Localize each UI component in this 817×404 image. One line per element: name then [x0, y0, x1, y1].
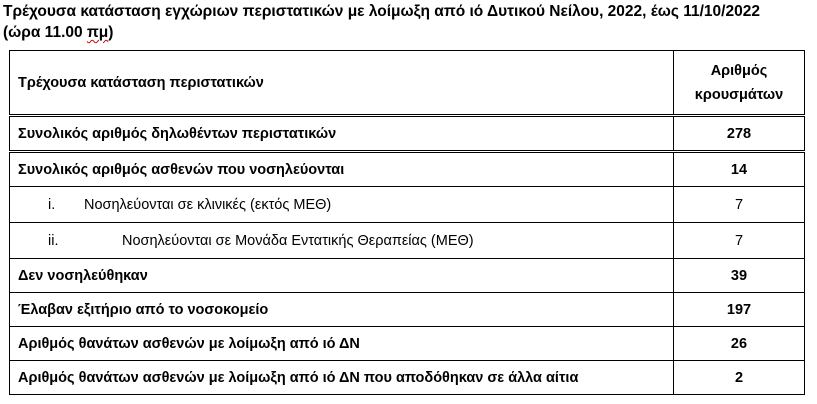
- table-row-deaths-other-causes: [10, 361, 805, 395]
- title-line-1: Τρέχουσα κατάσταση εγχώριων περιστατικών με λοίμωξη από ιό Δυτικού Νείλου, 2022, έως 11/10/2022: [3, 3, 760, 20]
- table-row-total-reported: [10, 116, 805, 152]
- row-label: Αριθμός θανάτων ασθενών με λοίμωξη από ιό ΔΝ: [10, 327, 674, 361]
- header-count-label: [674, 51, 805, 116]
- header-count-line-2: κρουσμάτων: [694, 86, 784, 103]
- document-title: [3, 1, 815, 43]
- table-row-not-hospitalized: [10, 259, 805, 293]
- row-value: 7: [674, 223, 805, 259]
- table-row-icu: [10, 223, 805, 259]
- table-row-clinics: [10, 187, 805, 223]
- header-count-line-1: Αριθμός: [710, 62, 768, 79]
- table-row-discharged: [10, 293, 805, 327]
- table-header-row: [10, 51, 805, 116]
- row-value: 278: [674, 116, 805, 152]
- row-label: Δεν νοσηλεύθηκαν: [10, 259, 674, 293]
- title-line-2: [3, 22, 815, 43]
- row-number: i.: [48, 196, 56, 213]
- title-time-prefix: (ώρα 11.00: [3, 24, 87, 41]
- row-label: Αριθμός θανάτων ασθενών με λοίμωξη από ιό ΔΝ που αποδόθηκαν σε άλλα αίτια: [10, 361, 674, 395]
- header-status-label: Τρέχουσα κατάσταση περιστατικών: [10, 51, 674, 116]
- row-label: Νοσηλεύονται σε κλινικές (εκτός ΜΕΘ): [84, 196, 332, 213]
- title-time-suffix: ): [108, 24, 114, 41]
- row-value: 7: [674, 187, 805, 223]
- row-label-cell: [10, 187, 674, 223]
- row-number: ii.: [48, 232, 59, 249]
- row-label: Νοσηλεύονται σε Μονάδα Εντατικής Θεραπείας (ΜΕΘ): [122, 232, 474, 249]
- row-value: 2: [674, 361, 805, 395]
- row-label: Συνολικός αριθμός ασθενών που νοσηλεύονται: [10, 152, 674, 187]
- row-value: 26: [674, 327, 805, 361]
- row-value: 14: [674, 152, 805, 187]
- row-value: 197: [674, 293, 805, 327]
- row-label: Έλαβαν εξιτήριο από το νοσοκομείο: [10, 293, 674, 327]
- cases-table: [9, 50, 805, 395]
- table-row-deaths: [10, 327, 805, 361]
- row-value: 39: [674, 259, 805, 293]
- row-label-cell: [10, 223, 674, 259]
- row-label: Συνολικός αριθμός δηλωθέντων περιστατικών: [10, 116, 674, 152]
- title-time-pm: πμ: [86, 24, 109, 41]
- table-row-hospitalized: [10, 152, 805, 187]
